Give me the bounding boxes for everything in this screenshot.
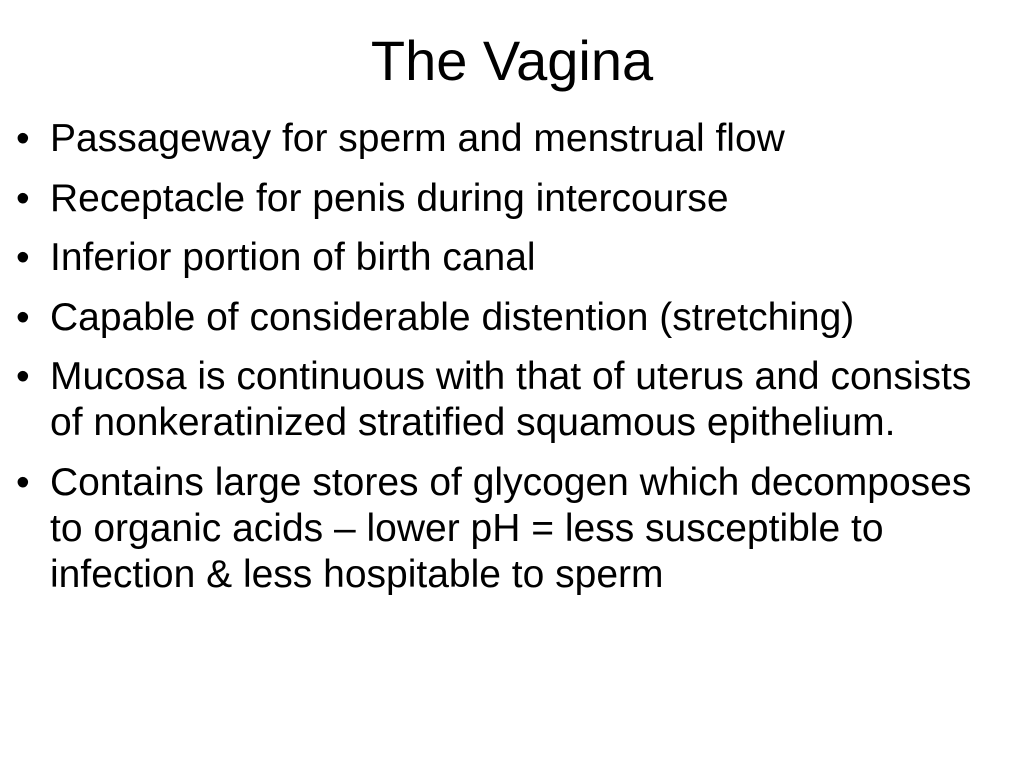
slide-title: The Vagina bbox=[370, 29, 654, 92]
bullet-marker: • bbox=[16, 460, 30, 504]
bullet-item bbox=[16, 354, 1012, 446]
bullet-text: Mucosa is continuous with that of uterus and consists of nonkeratinized stratified squamous epithelium. bbox=[50, 355, 972, 444]
bullet-list bbox=[16, 116, 1012, 611]
bullet-item bbox=[16, 295, 1012, 341]
bullet-item bbox=[16, 176, 1012, 222]
bullet-item bbox=[16, 235, 1012, 281]
bullet-item bbox=[16, 460, 1012, 598]
bullet-marker: • bbox=[16, 295, 30, 339]
bullet-text: Passageway for sperm and menstrual flow bbox=[50, 117, 785, 160]
bullet-marker: • bbox=[16, 236, 30, 279]
bullet-text: Contains large stores of glycogen which decomposes to organic acids – lower pH = less susceptible to infection & less hospitable to sperm bbox=[50, 460, 972, 596]
bullet-text: Receptacle for penis during intercourse bbox=[50, 176, 729, 220]
bullet-marker: • bbox=[16, 117, 30, 160]
bullet-marker: • bbox=[16, 176, 30, 220]
bullet-item bbox=[16, 116, 1012, 162]
bullet-text: Inferior portion of birth canal bbox=[50, 236, 536, 279]
bullet-marker: • bbox=[16, 355, 30, 398]
bullet-text: Capable of considerable distention (stretching) bbox=[50, 295, 855, 339]
